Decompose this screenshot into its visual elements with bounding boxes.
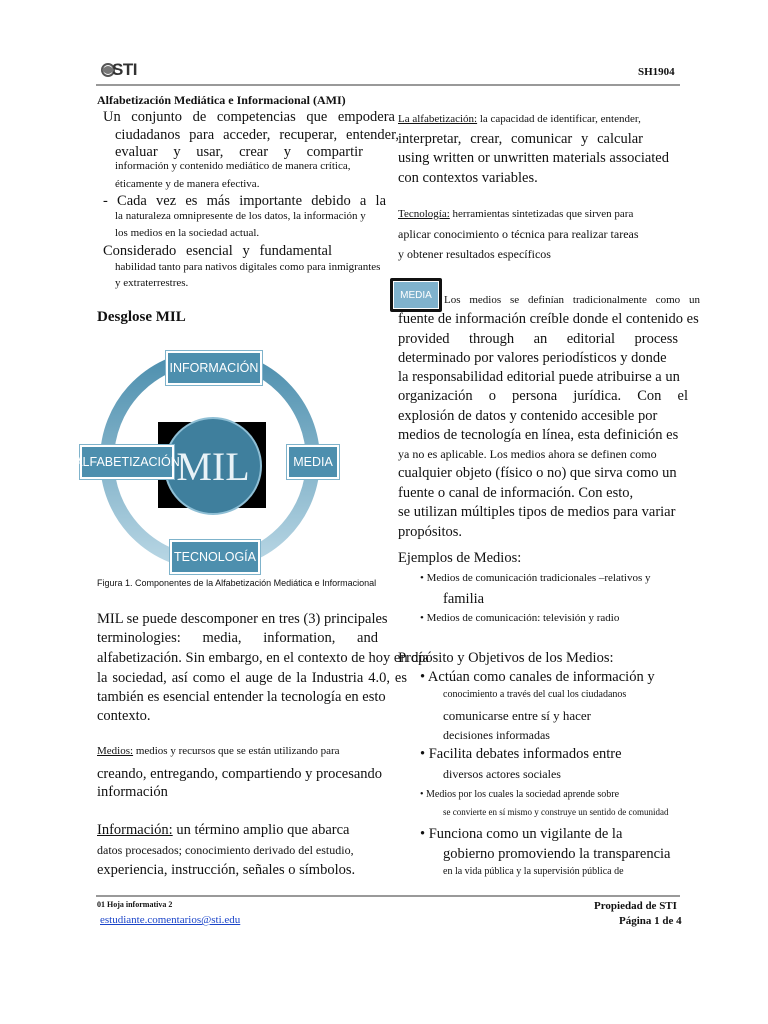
- info-line-2: datos procesados; conocimiento derivado del estudio,: [97, 843, 354, 857]
- proposito-1-line-3: comunicarse entre sí y hacer: [443, 708, 591, 723]
- ejemplo-1-line-2: familia: [443, 591, 485, 607]
- proposito-4-line-2: gobierno promoviendo la transparencia: [443, 846, 671, 862]
- ami-line-1: Un conjunto de competencias que empodera: [103, 109, 395, 125]
- footer-property: Propiedad de STI: [594, 900, 677, 912]
- med-line-13: propósitos.: [398, 524, 463, 540]
- info-definition: [97, 821, 349, 841]
- alf-line-1: la capacidad de identificar, entender,: [477, 113, 641, 125]
- mil-center: MIL: [164, 417, 262, 515]
- mil-line-1: MIL se puede descomponer en tres (3) principales: [97, 611, 388, 627]
- proposito-2-line-1: Facilita debates informados entre: [428, 746, 622, 762]
- med-line-2: fuente de información creíble donde el contenido es: [398, 311, 699, 327]
- bullet2-line-2: la naturaleza omnipresente de los datos, la información y: [115, 210, 366, 222]
- mil-line-4: la sociedad, así como el auge de la Industria 4.0, es: [97, 670, 407, 686]
- proposito-1-line-1: Actúan como canales de información y: [427, 669, 655, 685]
- medios-definition: [97, 743, 340, 759]
- alf-line-2: interpretar, crear, comunicar y calcular: [398, 131, 643, 147]
- med-line-7: explosión de datos y contenido accesible por: [398, 408, 658, 424]
- med-line-12: se utilizan múltiples tipos de medios para variar: [398, 504, 676, 520]
- med-line-9: ya no es aplicable. Los medios ahora se definen como: [398, 447, 657, 461]
- proposito-heading: Propósito y Objetivos de los Medios:: [398, 650, 614, 666]
- proposito-3-line-2: se convierte en sí mismo y construye un sentido de comunidad: [443, 807, 669, 817]
- med-line-5: la responsabilidad editorial puede atribuirse a un: [398, 369, 680, 385]
- node-media: MEDIA: [287, 445, 339, 479]
- proposito-2-line-2: diversos actores sociales: [443, 767, 561, 781]
- bullet2-line-1: - Cada vez es más importante debido a la: [103, 193, 386, 209]
- tec-line-3: y obtener resultados específicos: [398, 247, 551, 261]
- desglose-heading: Desglose MIL: [97, 309, 186, 325]
- tec-line-1: herramientas sintetizadas que sirven para: [449, 208, 634, 220]
- tec-term: Tecnología:: [398, 208, 450, 220]
- medios-line-3: información: [97, 784, 168, 800]
- medios-line-2: creando, entregando, compartiendo y procesando: [97, 766, 383, 782]
- med-line-1: Los medios se definían tradicionalmente como un: [444, 294, 700, 306]
- alf-line-4: con contextos variables.: [398, 170, 538, 186]
- med-line-10: cualquier objeto (físico o no) que sirva como un: [398, 465, 677, 481]
- bullet2-line-3: los medios en la sociedad actual.: [115, 227, 260, 239]
- bullet-dot: •: [420, 669, 426, 685]
- med-line-6: organización o persona jurídica. Con el: [398, 388, 688, 404]
- proposito-4-line-1: Funciona como un vigilante de la: [428, 826, 623, 842]
- proposito-3-line-1: Medios por los cuales la sociedad aprende sobre: [426, 789, 620, 800]
- ami-line-2: ciudadanos para acceder, recuperar, entender,: [115, 127, 399, 143]
- proposito-1-line-4: decisiones informadas: [443, 728, 550, 742]
- ejemplo-2-text: Medios de comunicación: televisión y radio: [426, 612, 620, 624]
- ejemplo-2: [420, 610, 619, 626]
- bullet3-line-1: Considerado esencial y fundamental: [103, 243, 332, 259]
- med-line-8: medios de tecnología en línea, esta definición es: [398, 427, 679, 443]
- ami-line-5: éticamente y de manera efectiva.: [115, 178, 260, 190]
- mil-line-5: también es esencial entender la tecnología en esto: [97, 689, 386, 705]
- document-code: SH1904: [638, 66, 675, 78]
- proposito-3: [420, 788, 619, 802]
- alf-line-3: using written or unwritten materials associated: [398, 150, 669, 166]
- proposito-2: [420, 745, 622, 765]
- ejemplo-1: [420, 570, 651, 586]
- node-informacion: INFORMACIÓN: [166, 351, 262, 385]
- bullet-dot: •: [420, 612, 424, 624]
- mil-line-3: alfabetización. Sin embargo, en el contexto de hoy en día: [97, 650, 429, 666]
- media-badge: [390, 278, 442, 312]
- ami-line-3: evaluar y usar, crear y compartir: [115, 144, 363, 160]
- proposito-1: [420, 668, 655, 688]
- bullet3-line-2: habilidad tanto para nativos digitales como para inmigrantes: [115, 261, 381, 273]
- alf-definition: [398, 111, 641, 127]
- bullet3-line-3: y extraterrestres.: [115, 277, 189, 289]
- ejemplos-heading: Ejemplos de Medios:: [398, 550, 522, 566]
- info-line-3: experiencia, instrucción, señales o símbolos.: [97, 862, 356, 878]
- ami-line-4: información y contenido mediático de manera crítica,: [115, 160, 351, 172]
- footer-page-number: Página 1 de 4: [619, 915, 682, 927]
- node-alfabetizacion: ALFABETIZACIÓN: [80, 445, 174, 479]
- document-title: Alfabetización Mediática e Informacional (AMI): [97, 93, 346, 107]
- med-line-11: fuente o canal de información. Con esto,: [398, 485, 634, 501]
- bullet-dot: •: [420, 572, 424, 584]
- medios-line-1: medios y recursos que se están utilizando para: [133, 745, 340, 757]
- footer-divider: [96, 895, 680, 897]
- media-badge-label: MEDIA: [393, 281, 439, 309]
- med-line-4: determinado por valores periodísticos y donde: [398, 350, 667, 366]
- tec-definition: [398, 206, 633, 222]
- med-line-3: provided through an editorial process: [398, 331, 678, 347]
- tec-line-2: aplicar conocimiento o técnica para realizar tareas: [398, 227, 639, 241]
- alf-term: La alfabetización:: [398, 113, 478, 125]
- mil-line-2: terminologies: media, information, and: [97, 630, 378, 646]
- bullet-dot: •: [420, 826, 426, 842]
- bullet-dot: •: [420, 746, 426, 762]
- mil-line-6: contexto.: [97, 708, 151, 724]
- ejemplo-1-line-1: Medios de comunicación tradicionales –relativos y: [426, 572, 651, 584]
- logo-text: STI: [112, 60, 137, 79]
- header-divider: [96, 84, 680, 86]
- proposito-4-line-3: en la vida pública y la supervisión pública de: [443, 866, 624, 877]
- footer-sheet-label: 01 Hoja informativa 2: [97, 900, 173, 909]
- node-tecnologia: TECNOLOGÍA: [170, 540, 260, 574]
- figure-caption: Figura 1. Componentes de la Alfabetización Mediática e Informacional: [97, 578, 377, 588]
- feedback-email-link[interactable]: estudiante.comentarios@sti.edu: [100, 914, 241, 926]
- proposito-1-line-2: conocimiento a través del cual los ciudadanos: [443, 689, 627, 700]
- info-term: Información:: [97, 822, 173, 838]
- info-line-1: un término amplio que abarca: [172, 822, 350, 838]
- medios-term: Medios:: [97, 745, 134, 757]
- bullet-dot: •: [420, 789, 424, 800]
- proposito-4: [420, 825, 622, 845]
